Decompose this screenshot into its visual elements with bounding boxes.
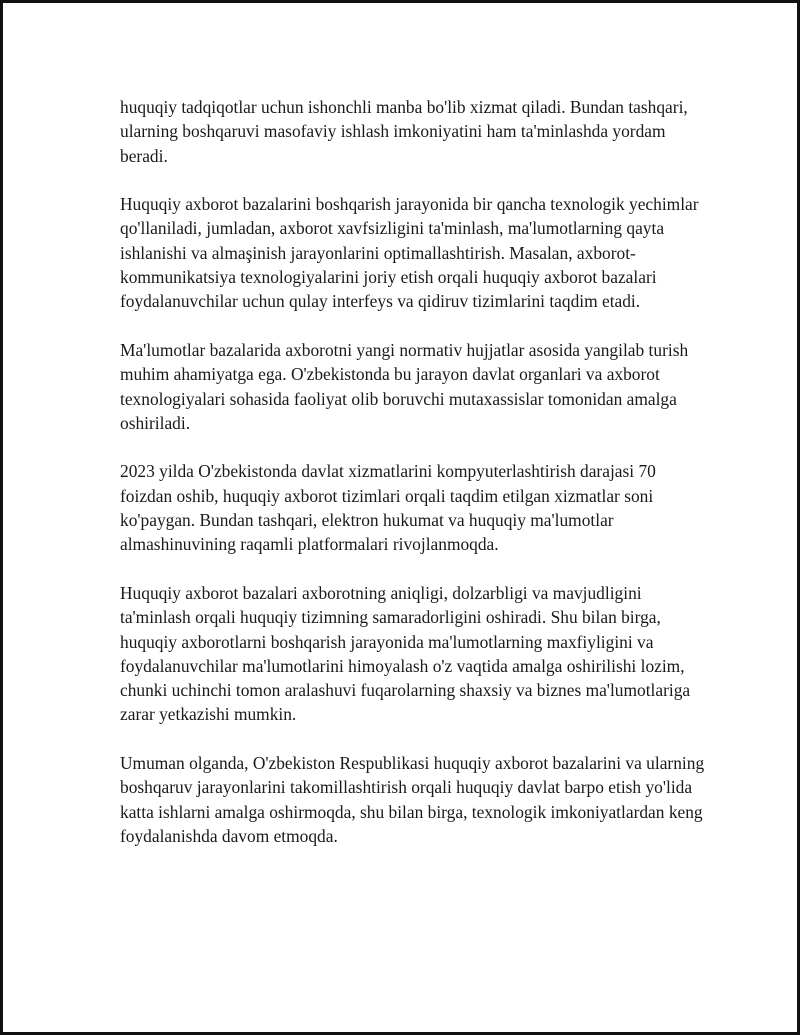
paragraph-6: Umuman olganda, O'zbekiston Respublikasi huquqiy axborot bazalarini va ularning boshqaruv jarayonlarini takomillashtirish orqali huquqiy davlat barpo etish yo'lida katta ishlarni amalga oshirmoqda, shu bilan birga, texnologik imkoniyatlardan keng foydalanishda davom etmoqda. [120, 753, 705, 846]
paragraph-4: 2023 yilda O'zbekistonda davlat xizmatlarini kompyuterlashtirish darajasi 70 foizdan oshib, huquqiy axborot tizimlari orqali taqdim etilgan xizmatlar soni ko'paygan. Bundan tashqari, elektron hukumat va huquqiy ma'lumotlar almashinuvining raqamli platformalari rivojlanmoqda. [120, 461, 656, 555]
paragraph-2: Huquqiy axborot bazalarini boshqarish jarayonida bir qancha texnologik yechimlar qo'llaniladi, jumladan, axborot xavfsizligini ta'minlash, ma'lumotlarning qayta ishlanishi va almaşinish jarayonlarini optimallashtirish. Masalan, axborot-kommunikatsiya texnologiyalarini joriy etish orqali huquqiy axborot bazalari foydalanuvchilar uchun qulay interfeys va qidiruv tizimlarini taqdim etadi. [120, 194, 699, 312]
paragraph-3: Ma'lumotlar bazalarida axborotni yangi normativ hujjatlar asosida yangilab turish muhim ahamiyatga ega. O'zbekistonda bu jarayon davlat organlari va axborot texnologiyalari sohasida faoliyat olib boruvchi mutaxassislar tomonidan amalga oshiriladi. [120, 339, 689, 433]
paragraph-1: huquqiy tadqiqotlar uchun ishonchli manba bo'lib xizmat qiladi. Bundan tashqari, ularning boshqaruvi masofaviy ishlash imkoniyatini ham ta'minlashda yordam beradi. [120, 97, 688, 166]
paragraph-5: Huquqiy axborot bazalari axborotning aniqligi, dolzarbligi va mavjudligini ta'minlash orqali huquqiy tizimning samaradorligini oshiradi. Shu bilan birga, huquqiy axborotlarni boshqarish jarayonida ma'lumotlarning maxfiyligini va foydalanuvchilar ma'lumotlarini himoyalash o'z vaqtida amalga oshirilishi lozim, chunki uchinchi tomon aralashuvi fuqarolarning shaxsiy va biznes ma'lumotlariga zarar yetkazishi mumkin. [120, 582, 691, 725]
document-body [120, 95, 705, 848]
